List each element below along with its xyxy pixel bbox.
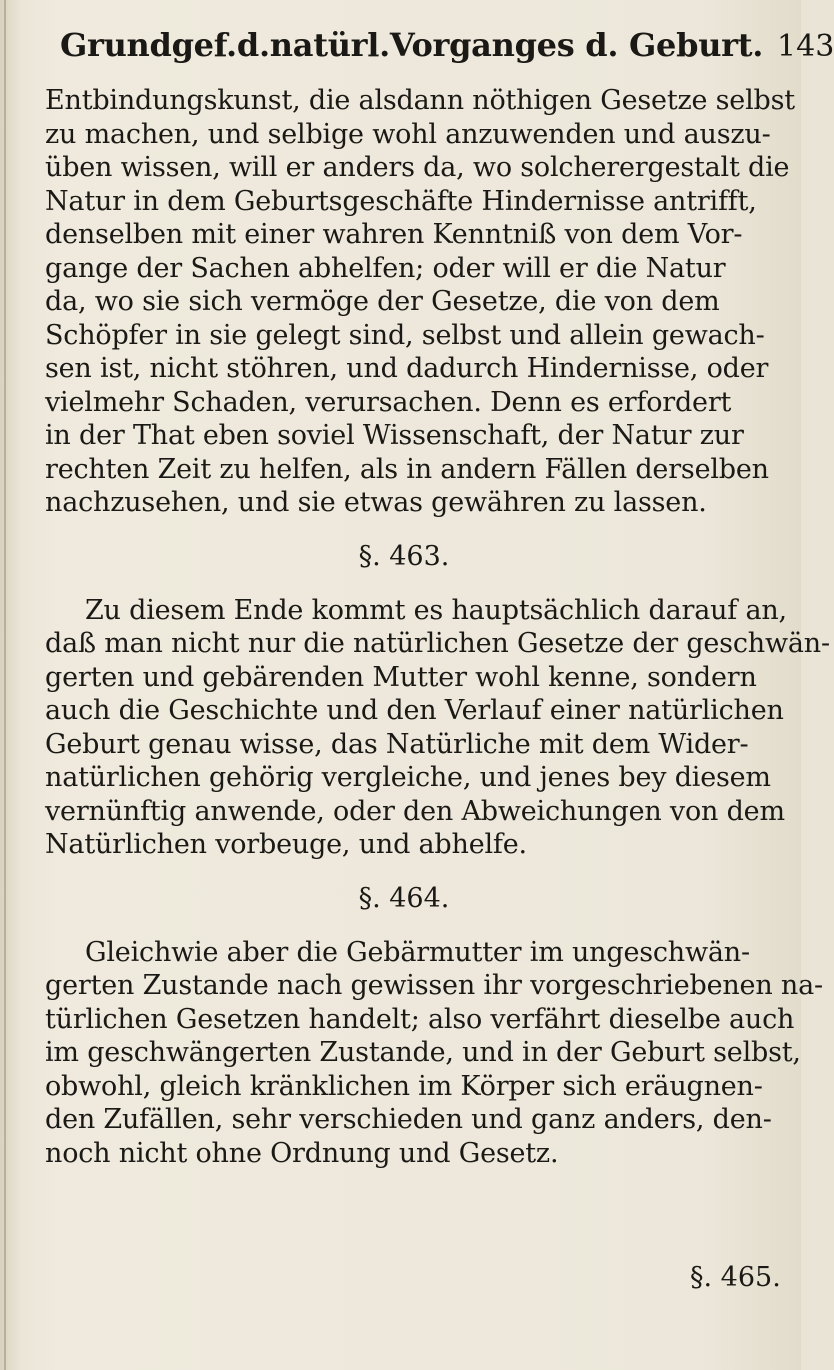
text-line: Natur in dem Geburtsgeschäfte Hindernisse antrifft, [45, 185, 757, 217]
text-line: Schöpfer in sie gelegt sind, selbst und allein gewach- [45, 319, 765, 351]
text-line: den Zufällen, sehr verschieden und ganz anders, den- [45, 1104, 772, 1135]
text-line: da, wo sie sich vermöge der Gesetze, die von dem [45, 286, 720, 317]
text-line: rechten Zeit zu helfen, als in andern Fällen derselben [45, 453, 769, 485]
text-line: Zu diesem Ende kommt es hauptsächlich darauf an, [85, 594, 787, 626]
text-line: in der That eben soviel Wissenschaft, der Natur zur [45, 420, 744, 451]
text-line: Geburt genau wisse, das Natürliche mit dem Wider- [45, 728, 749, 760]
text-line: vernünftig anwende, oder den Abweichungen von dem [45, 795, 785, 827]
paragraph [45, 594, 830, 862]
text-line: auch die Geschichte und den Verlauf einer natürlichen [45, 695, 784, 726]
text-line: obwohl, gleich kränklichen im Körper sich eräugnen- [45, 1070, 763, 1102]
text-line: gange der Sachen abhelfen; oder will er die Natur [45, 252, 726, 284]
text-line: zu machen, und selbige wohl anzuwenden und auszu- [45, 118, 771, 150]
text-line: noch nicht ohne Ordnung und Gesetz. [45, 1137, 559, 1169]
section-heading-463: §. 463. [358, 540, 450, 572]
running-title: Grundgef.d.natürl.Vorganges d. Geburt. [60, 26, 764, 64]
catchword: §. 465. [690, 1262, 781, 1293]
text-line: türlichen Gesetzen handelt; also verfährt dieselbe auch [45, 1003, 795, 1035]
text-line: denselben mit einer wahren Kenntniß von dem Vor- [45, 219, 743, 250]
paragraph [45, 936, 823, 1171]
text-line: nachzusehen, und sie etwas gewähren zu lassen. [45, 487, 707, 518]
text-line: im geschwängerten Zustande, und in der Geburt selbst, [45, 1037, 801, 1068]
text-line: Entbindungskunst, die alsdann nöthigen Gesetze selbst [45, 85, 795, 116]
text-line: Gleichwie aber die Gebärmutter im ungeschwän- [85, 936, 750, 968]
text-line: gerten und gebärenden Mutter wohl kenne, sondern [45, 661, 757, 693]
body-text [45, 84, 830, 1170]
binding-edge [4, 0, 6, 1370]
text-line: vielmehr Schaden, verursachen. Denn es erfordert [45, 386, 732, 418]
paragraph [45, 84, 795, 520]
text-line: gerten Zustande nach gewissen ihr vorgeschriebenen na- [45, 970, 823, 1001]
page-number: 143 [777, 29, 834, 64]
running-head [60, 26, 834, 76]
text-line: daß man nicht nur die natürlichen Gesetze der geschwän- [45, 628, 830, 659]
text-line: sen ist, nicht stöhren, und dadurch Hindernisse, oder [45, 353, 769, 384]
text-line: Natürlichen vorbeuge, und abhelfe. [45, 829, 527, 860]
text-line: natürlichen gehörig vergleiche, und jenes bey diesem [45, 762, 771, 793]
text-line: üben wissen, will er anders da, wo solcherergestalt die [45, 152, 790, 183]
section-heading-464: §. 464. [358, 882, 450, 914]
